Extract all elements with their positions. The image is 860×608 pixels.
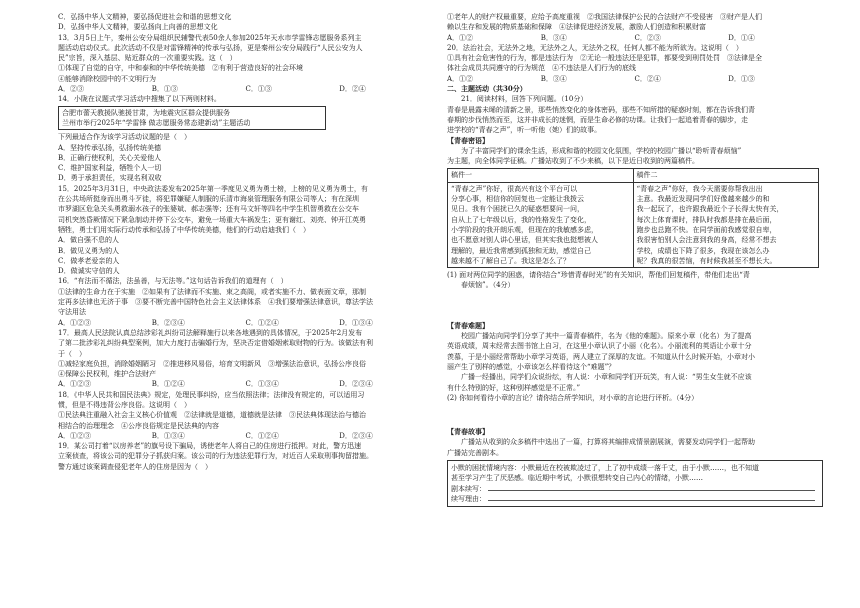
manuscript-line: 跑步也总跑不快。在同学面前我感觉很自卑， <box>636 225 777 234</box>
tag-text: 为主题，向全体同学征稿。广播站收到了不少来稿，以下是近日收到的两篇稿件。 <box>447 157 699 166</box>
q21-intro: 进学校的“青春之声”，听一听他（她）们的故事。 <box>447 126 602 135</box>
option-b[interactable]: B．③④ <box>540 74 567 83</box>
option-d[interactable]: D．勇于承担责任，实现名利双收 <box>58 174 162 183</box>
manuscript-line: “青春之声”你好，很高兴有这个平台可以 <box>451 184 578 193</box>
reason-row <box>451 494 819 504</box>
q20-line: 体社会成员共同遵守的行为规范 ④不违法是人们行为的底线 <box>447 64 636 73</box>
option-b[interactable]: B．正确行使权利，关心关爱他人 <box>58 153 162 162</box>
q15-line: 牺牲，勇士们用实际行动传承和弘扬了中华传统美德，他们的行动启迪我们（ ） <box>58 225 310 234</box>
manuscript-1-header: 稿件一 <box>448 169 634 182</box>
q17-line: 17．最高人民法院认真总结涉彩礼纠纷司法解释施行以来各地遇到的具体情况，于2025年2月发布 <box>58 328 363 337</box>
manuscript-line: “青春之声”你好，我今天需要你帮我出出 <box>636 184 763 193</box>
manuscript-line: 学校，成绩也下降了很多，我现在该怎么办 <box>636 246 770 255</box>
option-a[interactable]: A．做自强不息的人 <box>58 236 120 245</box>
continuation-row <box>451 484 819 494</box>
q13-line: 13．3月5日上午，秦州公安分局组织民辅警代表50余人参加2025年天水市学雷锋志愿服务系列主 <box>58 33 362 42</box>
option-b[interactable]: B．③④ <box>540 33 567 42</box>
manuscript-2-body <box>633 182 819 267</box>
option-d[interactable]: D．②④ <box>339 85 366 94</box>
q18-line: 惯，但是不得违背公序良俗。这说明（ ） <box>58 400 191 409</box>
manuscript-2-header: 稿件二 <box>633 169 819 182</box>
q15-line: 司机突然昏厥情况下紧急制动并停下公交车，避免一场重大车祸发生；更有谢红、刘亮、钟开江英勇 <box>58 215 366 224</box>
q16-line: 定再多法律也无济于事 ③要不断完善中国特色社会主义法律体系 ④我们要增强法律意识，尊法学法 <box>58 298 373 307</box>
q14-heading: 14．小陇在议题式学习活动中搜集了以下两则材料。 <box>58 95 221 104</box>
manuscript-line: 自从上了七年级以后，我的性格发生了变化， <box>451 215 591 224</box>
q16-line: ①法律的生命力在于实施 ②如果有了法律而不实施、束之高阁，或者实施不力、做表面文章，那制 <box>58 287 366 296</box>
q16-line: 守法用法 <box>58 308 86 317</box>
reason-answer-line[interactable] <box>488 494 815 501</box>
q21-intro: 春期的步伐悄然而至，这并非成长的迷惘，而是生命必修的功课。让我们一起追着青春的脚步，走 <box>447 115 748 124</box>
q16-options <box>58 318 433 328</box>
option-a[interactable]: A．①② <box>447 74 474 83</box>
q19-line: 立案侦查，将该公司的犯罪分子抓获归案。该公司的行为违法犯罪行为，对近百人采取刑事拘留措施。 <box>58 452 373 461</box>
tag-text: 羡慕，于是小丽经常帮助小章学习英语，两人建立了深厚的友谊。不知道从什么时候开始，小章对小 <box>447 352 755 361</box>
manuscript-line: 小学阶段的我开朗乐观，但现在的我敏感多虑， <box>451 225 598 234</box>
q19-line: 赖以生存和发展的物质基础和保障 ④法律促进经济发展，激励人们创造和积累财富 <box>447 23 706 32</box>
q13-line: 民”宗旨，深入基层、贴近群众的一次重要实践。这（ ） <box>58 54 237 63</box>
q17-line: 于（ ） <box>58 349 86 358</box>
option-a[interactable]: A．①②③ <box>58 318 92 327</box>
q19-line: 警方通过该案调查侵犯老年人的住房是因为（ ） <box>58 462 212 471</box>
option-c[interactable]: C．①③ <box>245 85 272 94</box>
option-c[interactable]: C．维护国家利益，牺牲个人一切 <box>58 164 162 173</box>
story-text: 小默的困扰情境内容：小默最近在校被欺凌过了，上了初中成绩一落千丈，由于小默……，也不知道 <box>451 463 759 472</box>
option-b[interactable]: B．②③④ <box>151 318 185 327</box>
option-c[interactable]: C．①②④ <box>245 431 279 440</box>
q18-options <box>58 431 433 441</box>
q19-line: ①老年人的财产权最重要，应给予高度重视 ②我国法律保护公民的合法财产不受侵害 ③财产是人们 <box>447 13 762 21</box>
left-column <box>58 12 433 608</box>
tag-text: 有什么特别的好，这种别样感觉是不正常。” <box>447 383 581 392</box>
tag-youth-story: 【青春故事】 <box>447 427 489 437</box>
manuscript-line: 我一起玩了，也许跟我最近个子长得太快有关， <box>636 205 784 214</box>
option-c[interactable]: C．①②④ <box>245 318 279 327</box>
option-b[interactable]: B．做见义勇为的人 <box>58 246 120 255</box>
manuscript-line: 我很害怕别人会注意到我的身高，经常不想去 <box>636 236 777 245</box>
manuscript-line: 见日。我有个困扰已久的疑惑想要问一问， <box>451 205 584 214</box>
option-a[interactable]: A．②③ <box>58 85 85 94</box>
q17-line: ④保障公民权利，维护合法财产 <box>58 370 156 379</box>
option-c[interactable]: C．①③④ <box>245 380 279 389</box>
story-text: 甚至学习产生了厌恶感。临近期中考试，小默很想转变自己内心的情绪，小默…… <box>451 474 703 483</box>
option-d[interactable]: D．②③④ <box>339 431 373 440</box>
material-line: 兰州市举行2025年“学雷锋 做志愿服务常态建新动”主题活动 <box>62 118 251 127</box>
q21-sub1: 春烦恼”。（4分） <box>461 281 515 290</box>
option-d[interactable]: D．②③④ <box>339 380 373 389</box>
q20-line: 20．法治社会，无法外之地，无法外之人，无法外之权，任何人都不能为所欲为。这说明（ ） <box>447 43 743 52</box>
material-line: 合肥市蕾天教援队驰援甘肃，为地震灾区群众提供服务 <box>62 108 230 117</box>
q13-line: 题活动启动仪式。此次活动不仅是对雷锋精神的传承与弘扬，更是秦州公安分局践行“人民公安为人 <box>58 43 363 52</box>
manuscript-1-body <box>448 182 634 267</box>
q15-line: 市罗湖区危急关头勇救溺水孩子的张婆斌、郝志强等；还有马文轩等四名中学生机智勇救在公交车 <box>58 205 359 214</box>
q16-line: 16．“有法而不循法，法虽善，与无法等。”这句话告诉我们的道理有（ ） <box>58 277 288 286</box>
tag-text: 广播站完善剧本。 <box>447 448 503 457</box>
q13-line: ①体现了自觉的自守，中和泰和的中华传统美德 ②有利于营造良好的社会环境 <box>58 64 303 73</box>
q15-line: 15．2025年3月31日，中央政法委发布2025年第一季度见义勇为勇士榜，上榜的见义勇为勇士，有 <box>58 184 368 193</box>
manuscript-line: 也不愿意对别人讲心里话，但其实我也挺想被人 <box>451 236 598 245</box>
option-a[interactable]: A．①②③ <box>58 431 92 440</box>
right-column <box>447 12 822 608</box>
manuscript-line: 越来越不了解自己了。我这是怎么了？ <box>451 256 570 265</box>
manuscript-table <box>447 168 819 268</box>
tag-text: 丽产生了别样的感觉，小章该怎么样看待这个“难题”？ <box>447 362 616 371</box>
option-a[interactable]: A．①② <box>447 33 474 42</box>
option-c[interactable]: C．②③ <box>634 33 661 42</box>
q13-line: ④能够消除校园中的不文明行为 <box>58 74 156 83</box>
option-d[interactable]: D．①③ <box>728 74 755 83</box>
q13-options <box>58 84 433 94</box>
manuscript-line: 理解的，最近我常感到孤独和无助，感觉自己 <box>451 246 591 255</box>
manuscript-line: 主意。我最近发现同学们好像越来越少的和 <box>636 195 770 204</box>
manuscript-line: 呢？我真的很苦恼，有时候我甚至不想长大。 <box>636 256 777 265</box>
q20-options <box>447 74 822 84</box>
tag-text: 广播站从收到的众多稿件中选出了一篇，打算将其编排成情景剧展演，需要发动同学们一起帮助 <box>461 438 755 447</box>
option-d[interactable]: D．做诚实守信的人 <box>58 267 120 276</box>
tag-text: 为了丰富同学们的课余生活，形成和谐的校园文化氛围，学校的校园广播以“聆听青春烦恼” <box>461 146 742 155</box>
option-c[interactable]: C．做孝老爱亲的人 <box>58 256 120 265</box>
answer-space[interactable] <box>447 291 822 321</box>
section-heading: 二、主题活动（共30分） <box>447 84 527 94</box>
manuscript-line: 分享心事，相信你的回复也一定能让我拨云 <box>451 195 584 204</box>
option-b[interactable]: B．①②④ <box>151 380 185 389</box>
q21-sub1: (1) 面对两位同学的困惑，请你结合“珍惜青春时光”的有关知识，帮他们回复稿件，带他们走出“青 <box>447 271 750 280</box>
q14-ask: 下列最适合作为该学习活动议题的是（ ） <box>58 133 191 142</box>
continuation-label: 剧本续写： <box>451 484 486 493</box>
option-a[interactable]: A．①②③ <box>58 380 92 389</box>
option-d[interactable]: D．①④ <box>728 33 755 42</box>
q18-line: 18．《中华人民共和国民法典》规定，处理民事纠纷，应当依照法律；法律没有规定的，可以适用习 <box>58 390 365 399</box>
q21-heading: 21．阅读材料，回答下列问题。（10分） <box>461 95 588 104</box>
option-c[interactable]: C．②④ <box>634 74 661 83</box>
option-line: D．弘扬中华人文精神，要弘扬向上向善的思想文化 <box>58 23 218 32</box>
option-d[interactable]: D．①③④ <box>339 318 373 327</box>
option-line: C．弘扬中华人文精神，要弘扬促进社会和谐的思想文化 <box>58 13 232 21</box>
q21-intro: 青春是晨露未晞的清新之景，那些悄然变化的身体密码，那些不知所措的疑惑时刻，都在告诉我们青 <box>447 105 755 114</box>
answer-space[interactable] <box>447 403 822 427</box>
q14-material-box <box>58 106 326 131</box>
q21-sub2: (2) 你如何看待小章的言论？请你结合所学知识，对小章的言论进行评析。（4分） <box>447 393 699 402</box>
reason-label: 续写理由： <box>451 494 486 503</box>
tag-youth-problem: 【青春难题】 <box>447 320 489 330</box>
q17-line: ①减轻家庭负担，消除婚姻陋习 ②推进移风易俗，培育文明新风 ③增强法治意识，弘扬公序良俗 <box>58 359 366 368</box>
manuscript-line: 每次上体育课时，排队时我都是排在最后面， <box>636 215 777 224</box>
q15-line: 在公共场所挺身而出勇斗歹徒，将犯罪嫌疑人制服的乐清市海泉管理服务有限公司等人；有在深圳 <box>58 195 359 204</box>
q18-line: ①民法典注重融入社会主义核心价值观 ②法律就是道德，道德就是法律 ③民法典体现法治与德治 <box>58 411 366 420</box>
tag-text: 英语成绩，周末经常去图书馆上自习，在这里小章认识了小丽（化名）。小丽流利的英语让小章十分 <box>447 342 752 351</box>
q17-line: 了第二批涉彩礼纠纷典型案例，加大力度打击骗婚行为，坚决否定借婚姻索取财物的行为。该做法有利 <box>58 339 373 348</box>
option-b[interactable]: B．①③ <box>151 85 178 94</box>
tag-text: 广播一经播出，同学们众说纷纭，有人说：小章和同学们开玩笑，有人说：“男生女生就不应该 <box>447 373 752 382</box>
option-a[interactable]: A．坚持传承弘扬，弘扬传统美德 <box>58 143 162 152</box>
tag-youth-whisper: 【青春密语】 <box>447 135 489 145</box>
continuation-answer-line[interactable] <box>488 484 815 491</box>
q19-options <box>447 33 822 43</box>
q19-line: 19．某公司打着“以房养老”的旗号设下骗局，诱使老年人将自己的住房进行抵押。对此，警方迅速 <box>58 442 362 451</box>
option-b[interactable]: B．①③④ <box>151 431 185 440</box>
q18-line: 相结合的治理理念 ④公序良俗规定是民法典的内容 <box>58 421 219 430</box>
q17-options <box>58 379 433 389</box>
tag-text: 校园广播站向同学们分享了其中一篇青春稿件，名为《他的难题》。原来小章（化名）为了提高 <box>461 332 752 341</box>
q20-line: ①具有社会危害性的行为，都是违法行为 ②无论一般违法还是犯罪，都要受到刑罚处罚 ③法律是全 <box>447 54 762 63</box>
script-continuation-box <box>447 460 823 507</box>
